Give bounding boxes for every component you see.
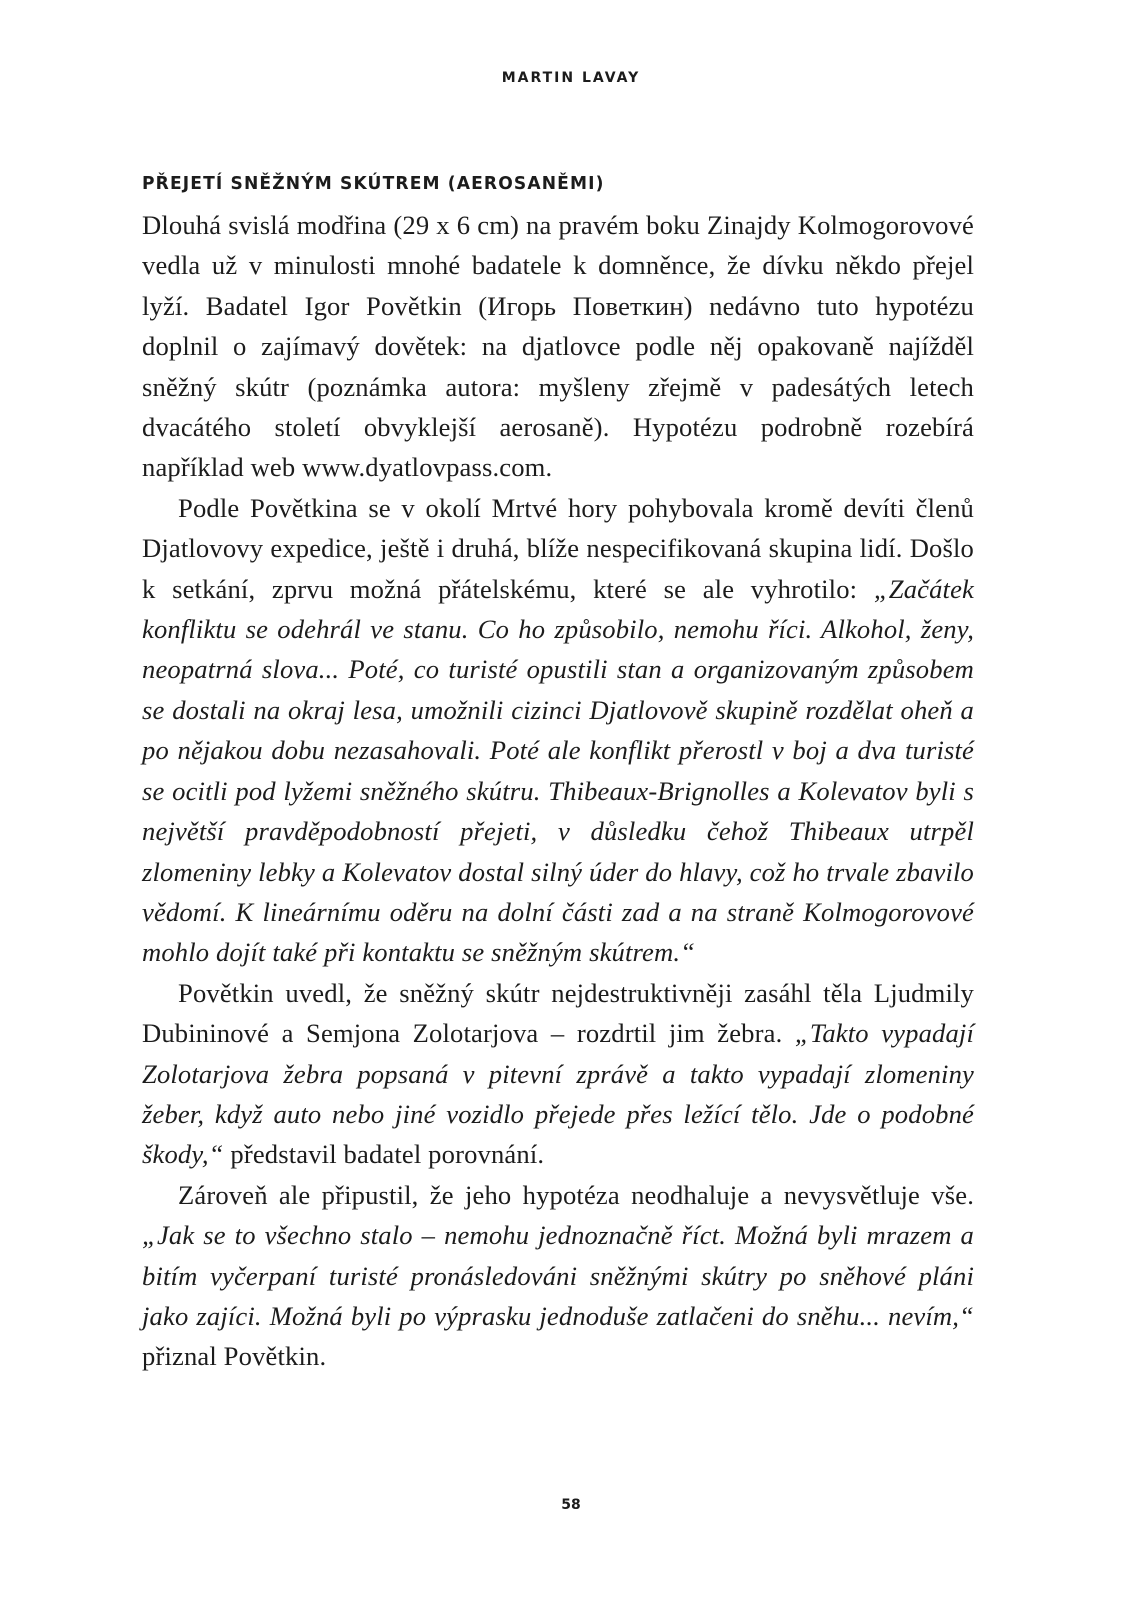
paragraph-2 xyxy=(142,488,974,973)
paragraph-text: představil badatel porovnání. xyxy=(223,1139,545,1170)
paragraph-text: Povětkin uvedl, že sněžný skútr nejdestruktivněji zasáhl těla Ljudmily Dubininové a Semjona Zolotarjova – rozdrtil jim žebra. xyxy=(142,977,974,1049)
paragraph-text: přiznal Povětkin. xyxy=(142,1341,327,1372)
paragraph-text: Podle Povětkina se v okolí Mrtvé hory pohybovala kromě devíti členů Djatlovovy expedice, ještě i druhá, blíže nespecifikovaná skupina lidí. Došlo k setkání, zprvu možná přátelskému, které se ale vyhrotilo: xyxy=(142,492,974,604)
paragraph-text: Zároveň ale připustil, že jeho hypotéza neodhaluje a nevysvětluje vše. xyxy=(178,1179,974,1210)
page-number: 58 xyxy=(561,1497,581,1513)
paragraph-text: Dlouhá svislá modřina (29 x 6 cm) na pravém boku Zinajdy Kolmogorovové vedla už v minulosti mnohé badatele k domněnce, že dívku někdo přejel lyží. Badatel Igor Povětkin (Игорь Поветкин) nedávno tuto hypotézu doplnil o zajímavý dovětek: na djatlovce podle něj opakovaně najížděl sněžný skútr (poznámka autora: myšleny zřejmě v padesátých letech dvacátého století obvyklejší aerosaně). Hypotézu podrobně rozebírá například web www.dyatlovpass.com. xyxy=(142,210,974,483)
paragraph-1 xyxy=(142,205,974,488)
quotation: „Jak se to všechno stalo – nemohu jednoznačně říct. Možná byli mrazem a bitím vyčerpaní turisté pronásledováni sněžnými skútry po sněhové pláni jako zajíci. Možná byli po výprasku jednoduše zatlačeni do sněhu... nevím,“ xyxy=(142,1220,974,1331)
section-title: PŘEJETÍ SNĚŽNÝM SKÚTREM (AEROSANĚMI) xyxy=(142,173,605,194)
quotation: „Takto vypadají Zolotarjova žebra popsaná v pitevní zprávě a takto vypadají zlomeniny žeber, když auto nebo jiné vozidlo přejede přes ležící tělo. Jde o podobné škody,“ xyxy=(142,1018,974,1170)
running-head: MARTIN LAVAY xyxy=(501,70,641,86)
paragraph-4 xyxy=(142,1175,974,1377)
quotation: „Začátek konfliktu se odehrál ve stanu. Co ho způsobilo, nemohu říci. Alkohol, ženy, neopatrná slova... Poté, co turisté opustili stan a organizovaným způsobem se dostali na okraj lesa, umožnili cizinci Djatlovově skupině rozdělat oheň a po nějakou dobu nezasahovali. Poté ale konflikt přerostl v boj a dva turisté se ocitli pod lyžemi sněžného skútru. Thibeaux-Brignolles a Kolevatov byli s největší pravděpodobností přejeti, v důsledku čehož Thibeaux utrpěl zlomeniny lebky a Kolevatov dostal silný úder do hlavy, což ho trvale zbavilo vědomí. K lineárnímu oděru na dolní části zad a na straně Kolmogorovové mohlo dojít také při kontaktu se sněžným skútrem.“ xyxy=(142,573,974,968)
paragraph-3 xyxy=(142,973,974,1175)
body-text xyxy=(142,205,974,1377)
